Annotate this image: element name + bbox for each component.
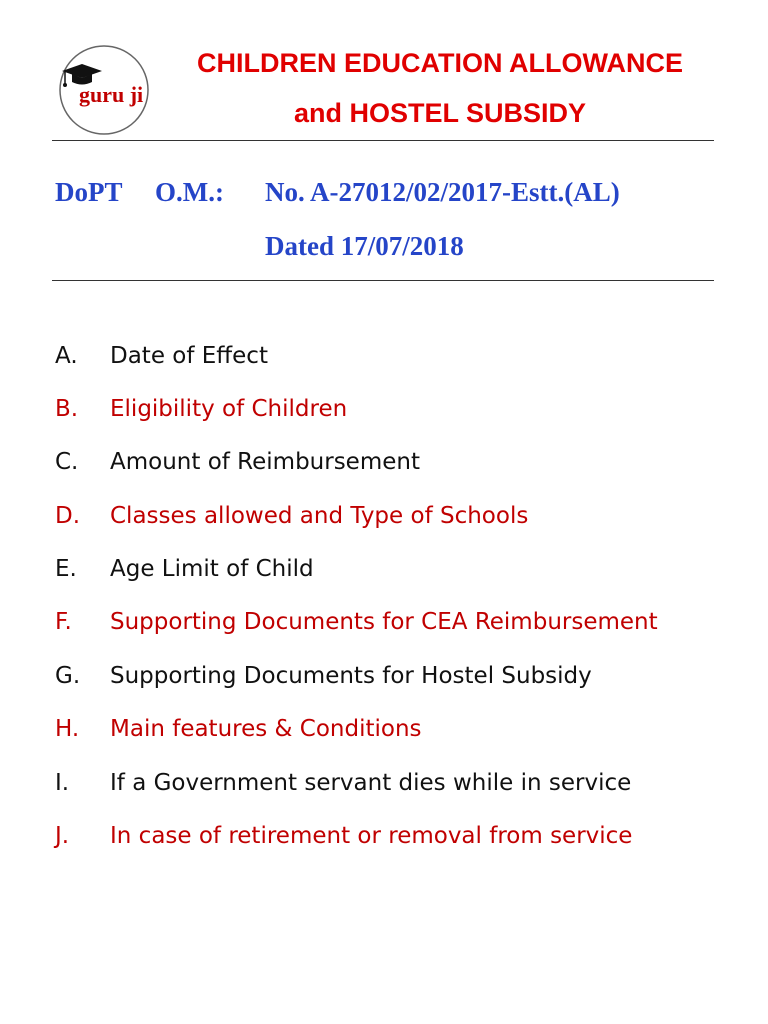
list-item-text: If a Government servant dies while in service <box>110 770 632 796</box>
list-item-letter: G. <box>55 663 81 689</box>
list-item-letter: B. <box>55 396 79 422</box>
list-item-text: Main features & Conditions <box>110 716 422 742</box>
list-item-text: Age Limit of Child <box>110 556 314 582</box>
list-item-letter: D. <box>55 503 81 529</box>
om-label-om: O.M.: <box>155 177 224 207</box>
list-item-text: Supporting Documents for Hostel Subsidy <box>110 663 592 689</box>
divider-bottom <box>52 280 714 281</box>
list-item-letter: H. <box>55 716 80 742</box>
list-item-letter: E. <box>55 556 77 582</box>
om-dated: Dated 17/07/2018 <box>265 231 464 261</box>
logo-graphic <box>52 40 158 140</box>
divider-top <box>52 140 714 141</box>
list-item-letter: A. <box>55 343 78 369</box>
list-item-text: Supporting Documents for CEA Reimbursement <box>110 609 658 635</box>
logo-text: guru ji <box>79 82 144 107</box>
list-item-text: In case of retirement or removal from service <box>110 823 633 849</box>
title-line-1: CHILDREN EDUCATION ALLOWANCE <box>197 48 683 78</box>
om-label-dopt: DoPT <box>55 177 123 207</box>
list-item-letter: C. <box>55 449 79 475</box>
guru-ji-logo <box>52 40 158 140</box>
list-item-letter: J. <box>55 823 70 849</box>
list-item-text: Date of Effect <box>110 343 268 369</box>
list-item-letter: F. <box>55 609 72 635</box>
list-item-text: Amount of Reimbursement <box>110 449 420 475</box>
list-item-letter: I. <box>55 770 70 796</box>
list-item-text: Classes allowed and Type of Schools <box>110 503 529 529</box>
title-line-2: and HOSTEL SUBSIDY <box>293 98 587 128</box>
list-item-text: Eligibility of Children <box>110 396 348 422</box>
om-number: No. A-27012/02/2017-Estt.(AL) <box>265 177 620 207</box>
